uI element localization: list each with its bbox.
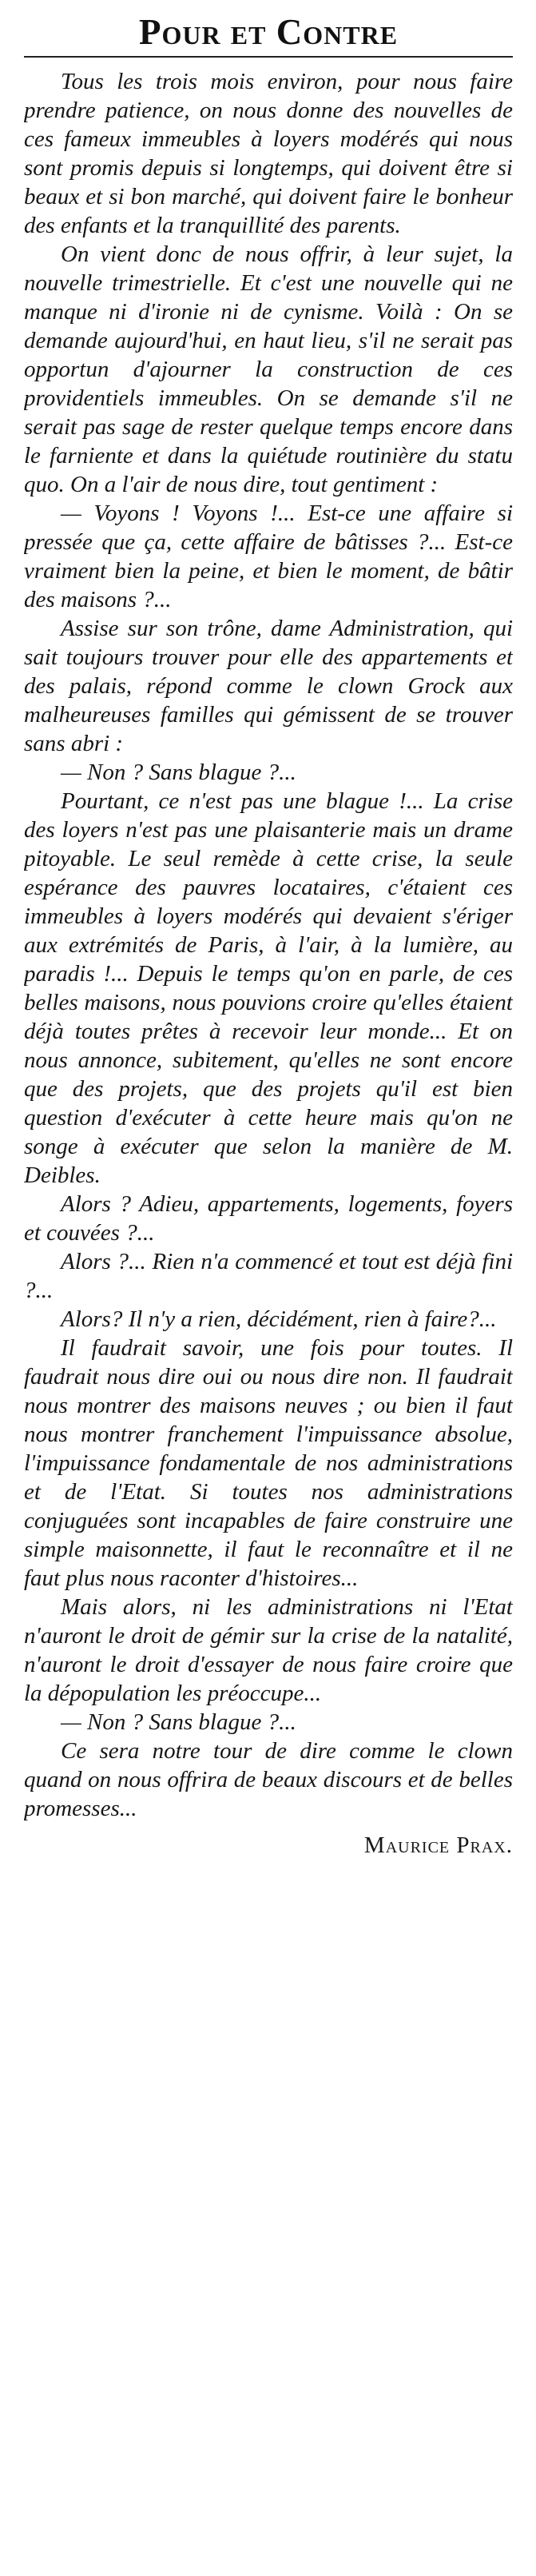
article-paragraph: Alors? Il n'y a rien, décidément, rien à faire?...	[61, 1306, 497, 1332]
article-paragraph: Pourtant, ce n'est pas une blague !... La crise des loyers n'est pas une plaisanterie mais un drame pitoyable. Le seul remède à cette crise, la seule espérance des pauvres locataires, c'étaient ces immeubles à loyers modérés qui devaient s'ériger aux extrémités de Paris, à l'air, à la lumière, au paradis !... Depuis le temps qu'on en parle, de ces belles maisons, nous pouvions croire qu'elles étaient déjà toutes prêtes à recevoir leur monde... Et on nous annonce, subitement, qu'elles ne sont encore que des projets, que des projets qu'il est bien question d'exécuter à cette heure mais qu'on ne songe à exécuter que selon la manière de M. Deibles.	[24, 788, 513, 1188]
article-paragraph: — Voyons ! Voyons !... Est-ce une affaire si pressée que ça, cette affaire de bâtisses ?... Est-ce vraiment bien la peine, et bien le moment, de bâtir des maisons ?...	[24, 500, 513, 612]
article-paragraph: Il faudrait savoir, une fois pour toutes. Il faudrait nous dire oui ou nous dire non. Il faudrait nous montrer des maisons neuves ; ou bien il faut nous montrer franchement l'impuissance absolue, l'impuissance fondamentale de nos administrations et de l'Etat. Si toutes nos administrations conjuguées sont incapables de faire construire une simple maisonnette, il faut le reconnaître et il ne faut plus nous raconter d'histoires...	[24, 1335, 513, 1591]
author-signature: Maurice Prax.	[363, 1832, 513, 1858]
article-paragraph: — Non ? Sans blague ?...	[61, 760, 296, 785]
article-body	[24, 67, 513, 1823]
article-paragraph: Mais alors, ni les administrations ni l'Etat n'auront le droit de gémir sur la crise de la natalité, n'auront le droit d'essayer de nous faire croire que la dépopulation les préoccupe...	[24, 1594, 513, 1706]
article-title: Pour et Contre	[138, 12, 399, 52]
article-paragraph: On vient donc de nous offrir, à leur sujet, la nouvelle trimestrielle. Et c'est une nouvelle qui ne manque ni d'ironie ni de cynisme. Voilà : On se demande aujourd'hui, en haut lieu, s'il ne serait pas opportun d'ajourner la construction de ces providentiels immeubles. On se demande s'il ne serait pas sage de rester quelque temps encore dans le farniente et dans la quiétude routinière du statu quo. On a l'air de nous dire, tout gentiment :	[24, 241, 513, 497]
article-paragraph: Tous les trois mois environ, pour nous faire prendre patience, on nous donne des nouvelles de ces fameux immeubles à loyers modérés qui nous sont promis depuis si longtemps, qui doivent être si beaux et si bon marché, qui doivent faire le bonheur des enfants et la tranquillité des parents.	[24, 69, 513, 238]
article-paragraph: Ce sera notre tour de dire comme le clown quand on nous offrira de beaux discours et de belles promesses...	[24, 1738, 513, 1821]
title-divider	[24, 56, 513, 58]
article-paragraph: Alors ? Adieu, appartements, logements, foyers et couvées ?...	[24, 1191, 513, 1246]
article-paragraph: — Non ? Sans blague ?...	[61, 1709, 296, 1735]
article-paragraph: Assise sur son trône, dame Administration, qui sait toujours trouver pour elle des appartements et des palais, répond comme le clown Grock aux malheureuses familles qui gémissent de se trouver sans abri :	[24, 616, 513, 756]
article-paragraph: Alors ?... Rien n'a commencé et tout est déjà fini ?...	[24, 1249, 513, 1303]
newspaper-article	[24, 0, 513, 2576]
